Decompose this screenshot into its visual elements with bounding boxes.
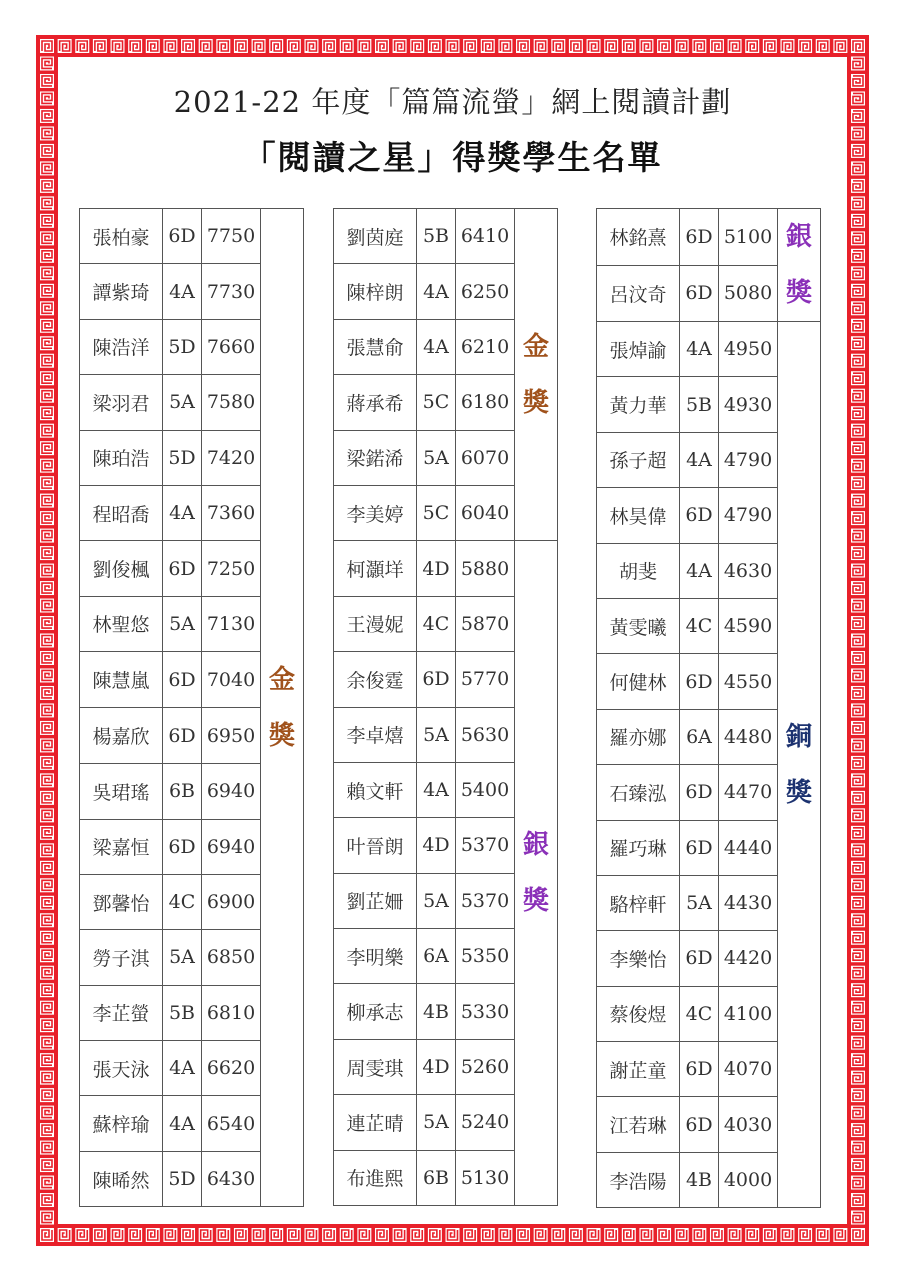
student-class: 4C	[680, 986, 719, 1041]
student-score: 4100	[719, 986, 778, 1041]
student-score: 4930	[719, 377, 778, 432]
student-score: 4440	[719, 820, 778, 875]
student-class: 4A	[680, 543, 719, 598]
student-score: 5880	[456, 541, 515, 596]
student-name: 林銘熹	[597, 209, 680, 266]
student-score: 5400	[456, 762, 515, 817]
student-score: 7250	[202, 541, 261, 596]
student-score: 5630	[456, 707, 515, 762]
student-class: 6D	[680, 209, 719, 266]
student-name: 駱梓軒	[597, 875, 680, 930]
student-name: 柯灝垟	[334, 541, 417, 596]
student-class: 5A	[417, 430, 456, 485]
student-class: 4D	[417, 1039, 456, 1094]
silver-award-char: 銀	[522, 830, 549, 861]
gold-award-char: 獎	[268, 720, 295, 751]
student-score: 4030	[719, 1097, 778, 1152]
student-name: 何健林	[597, 654, 680, 709]
student-score: 6070	[456, 430, 515, 485]
student-name: 李美婷	[334, 485, 417, 540]
student-name: 黃雯曦	[597, 598, 680, 653]
student-score: 4430	[719, 875, 778, 930]
student-class: 5A	[163, 596, 202, 651]
student-name: 陳晞然	[80, 1151, 163, 1206]
student-name: 張焯諭	[597, 322, 680, 377]
student-class: 5A	[417, 1095, 456, 1150]
student-name: 余俊霆	[334, 652, 417, 707]
student-score: 4590	[719, 598, 778, 653]
student-score: 7750	[202, 209, 261, 264]
student-name: 梁鍩浠	[334, 430, 417, 485]
silver-award-label	[778, 209, 821, 322]
student-class: 4A	[417, 264, 456, 319]
student-name: 王漫妮	[334, 596, 417, 651]
student-class: 6D	[163, 209, 202, 264]
student-name: 劉俊楓	[80, 541, 163, 596]
student-class: 4A	[163, 264, 202, 319]
student-score: 6900	[202, 874, 261, 929]
student-class: 5A	[680, 875, 719, 930]
student-name: 林昊偉	[597, 488, 680, 543]
student-class: 4A	[680, 432, 719, 487]
student-name: 李樂怡	[597, 931, 680, 986]
student-class: 4D	[417, 818, 456, 873]
student-score: 5100	[719, 209, 778, 266]
student-score: 6950	[202, 708, 261, 764]
student-score: 6250	[456, 264, 515, 319]
student-class: 4A	[417, 762, 456, 817]
student-score: 5130	[456, 1150, 515, 1205]
table-row	[334, 541, 558, 596]
student-class: 5A	[417, 707, 456, 762]
silver-award-char: 獎	[522, 886, 549, 917]
student-name: 謝芷童	[597, 1042, 680, 1097]
student-class: 5A	[417, 873, 456, 928]
table-row	[80, 764, 304, 819]
bronze-award-label	[778, 322, 821, 1208]
student-score: 4480	[719, 709, 778, 764]
student-name: 李浩陽	[597, 1152, 680, 1207]
student-class: 6D	[680, 488, 719, 543]
student-name: 叶晉朗	[334, 818, 417, 873]
student-name: 張柏豪	[80, 209, 163, 264]
student-class: 6B	[417, 1150, 456, 1205]
student-class: 4C	[680, 598, 719, 653]
student-class: 6A	[417, 929, 456, 984]
award-spacer	[261, 209, 304, 652]
silver-award-char: 銀	[785, 222, 812, 252]
student-name: 胡斐	[597, 543, 680, 598]
student-name: 張天泳	[80, 1041, 163, 1096]
student-score: 5240	[456, 1095, 515, 1150]
student-class: 4B	[417, 984, 456, 1039]
student-score: 7730	[202, 264, 261, 319]
table-row	[334, 209, 558, 264]
student-class: 6D	[163, 652, 202, 708]
student-name: 羅亦娜	[597, 709, 680, 764]
student-class: 5B	[417, 209, 456, 264]
student-name: 楊嘉欣	[80, 708, 163, 764]
student-score: 7660	[202, 319, 261, 374]
student-class: 6D	[163, 819, 202, 874]
bronze-award-char: 獎	[785, 777, 812, 808]
student-class: 6D	[163, 541, 202, 596]
student-score: 5870	[456, 596, 515, 651]
student-class: 4A	[680, 322, 719, 377]
table-row	[80, 652, 304, 708]
student-score: 6410	[456, 209, 515, 264]
student-name: 蔣承希	[334, 375, 417, 430]
student-name: 黃力華	[597, 377, 680, 432]
student-name: 譚紫琦	[80, 264, 163, 319]
student-name: 陳梓朗	[334, 264, 417, 319]
gold-award-char: 金	[268, 664, 295, 695]
student-score: 6940	[202, 764, 261, 819]
student-class: 4C	[163, 874, 202, 929]
student-score: 4790	[719, 432, 778, 487]
student-name: 蔡俊煜	[597, 986, 680, 1041]
student-class: 4A	[417, 319, 456, 374]
student-name: 李明樂	[334, 929, 417, 984]
award-table-1	[79, 208, 304, 1207]
student-name: 羅巧琳	[597, 820, 680, 875]
award-table-2	[333, 208, 558, 1206]
student-class: 4A	[163, 1096, 202, 1151]
student-class: 6D	[680, 1097, 719, 1152]
student-class: 5D	[163, 430, 202, 485]
student-name: 劉芷姍	[334, 873, 417, 928]
gold-award-char: 金	[522, 331, 549, 362]
student-name: 江若琳	[597, 1097, 680, 1152]
student-score: 6940	[202, 819, 261, 874]
student-score: 7420	[202, 430, 261, 485]
student-class: 6D	[680, 265, 719, 322]
student-score: 5350	[456, 929, 515, 984]
student-score: 6210	[456, 319, 515, 374]
student-name: 石臻泓	[597, 765, 680, 820]
student-score: 5370	[456, 818, 515, 873]
student-score: 4790	[719, 488, 778, 543]
gold-award-label	[261, 652, 304, 764]
student-name: 呂汶奇	[597, 265, 680, 322]
student-class: 5B	[163, 985, 202, 1040]
student-class: 5C	[417, 485, 456, 540]
student-score: 6540	[202, 1096, 261, 1151]
student-score: 6430	[202, 1151, 261, 1206]
student-score: 6850	[202, 930, 261, 985]
student-score: 5260	[456, 1039, 515, 1094]
student-score: 6040	[456, 485, 515, 540]
student-name: 陳珀浩	[80, 430, 163, 485]
student-score: 7040	[202, 652, 261, 708]
student-class: 5A	[163, 930, 202, 985]
student-name: 李卓熺	[334, 707, 417, 762]
student-name: 連芷晴	[334, 1095, 417, 1150]
student-class: 6D	[680, 931, 719, 986]
student-name: 程昭喬	[80, 485, 163, 540]
student-class: 4D	[417, 541, 456, 596]
student-score: 4000	[719, 1152, 778, 1207]
student-score: 7580	[202, 375, 261, 430]
student-class: 5A	[163, 375, 202, 430]
award-spacer	[261, 764, 304, 1207]
student-class: 5B	[680, 377, 719, 432]
student-name: 布進熙	[334, 1150, 417, 1205]
student-name: 鄧馨怡	[80, 874, 163, 929]
student-name: 勞子淇	[80, 930, 163, 985]
student-name: 林聖悠	[80, 596, 163, 651]
student-name: 吳珺瑤	[80, 764, 163, 819]
student-name: 劉茵庭	[334, 209, 417, 264]
student-name: 周雯琪	[334, 1039, 417, 1094]
student-score: 6620	[202, 1041, 261, 1096]
student-class: 6D	[680, 654, 719, 709]
student-class: 6A	[680, 709, 719, 764]
silver-award-char: 獎	[785, 278, 812, 308]
student-class: 5C	[417, 375, 456, 430]
student-class: 6D	[163, 708, 202, 764]
student-score: 5330	[456, 984, 515, 1039]
award-table-3	[596, 208, 821, 1208]
student-class: 4C	[417, 596, 456, 651]
student-score: 6180	[456, 375, 515, 430]
table-row	[597, 209, 821, 266]
table-row	[597, 322, 821, 377]
student-score: 4420	[719, 931, 778, 986]
student-class: 6D	[417, 652, 456, 707]
gold-award-char: 獎	[522, 387, 549, 418]
student-name: 柳承志	[334, 984, 417, 1039]
student-class: 5D	[163, 319, 202, 374]
student-class: 4B	[680, 1152, 719, 1207]
student-score: 6810	[202, 985, 261, 1040]
student-name: 蘇梓瑜	[80, 1096, 163, 1151]
student-class: 6D	[680, 765, 719, 820]
student-score: 5080	[719, 265, 778, 322]
student-score: 5370	[456, 873, 515, 928]
student-class: 6D	[680, 820, 719, 875]
student-score: 4950	[719, 322, 778, 377]
student-score: 7130	[202, 596, 261, 651]
student-class: 6D	[680, 1042, 719, 1097]
student-name: 張慧俞	[334, 319, 417, 374]
student-name: 陳浩洋	[80, 319, 163, 374]
student-name: 李芷螢	[80, 985, 163, 1040]
gold-award-label	[515, 209, 558, 541]
student-name: 賴文軒	[334, 762, 417, 817]
student-class: 6B	[163, 764, 202, 819]
student-score: 4630	[719, 543, 778, 598]
student-class: 5D	[163, 1151, 202, 1206]
table-row	[80, 209, 304, 264]
student-score: 4070	[719, 1042, 778, 1097]
page-title: 2021-22 年度「篇篇流螢」網上閱讀計劃	[173, 85, 732, 119]
student-name: 孫子超	[597, 432, 680, 487]
silver-award-label	[515, 541, 558, 1206]
bronze-award-char: 銅	[785, 721, 812, 752]
student-score: 7360	[202, 485, 261, 540]
student-name: 陳慧嵐	[80, 652, 163, 708]
student-class: 4A	[163, 485, 202, 540]
page-subtitle: 「閱讀之星」得獎學生名單	[242, 138, 663, 177]
student-name: 梁嘉恒	[80, 819, 163, 874]
student-score: 4470	[719, 765, 778, 820]
student-name: 梁羽君	[80, 375, 163, 430]
student-score: 4550	[719, 654, 778, 709]
student-score: 5770	[456, 652, 515, 707]
student-class: 4A	[163, 1041, 202, 1096]
